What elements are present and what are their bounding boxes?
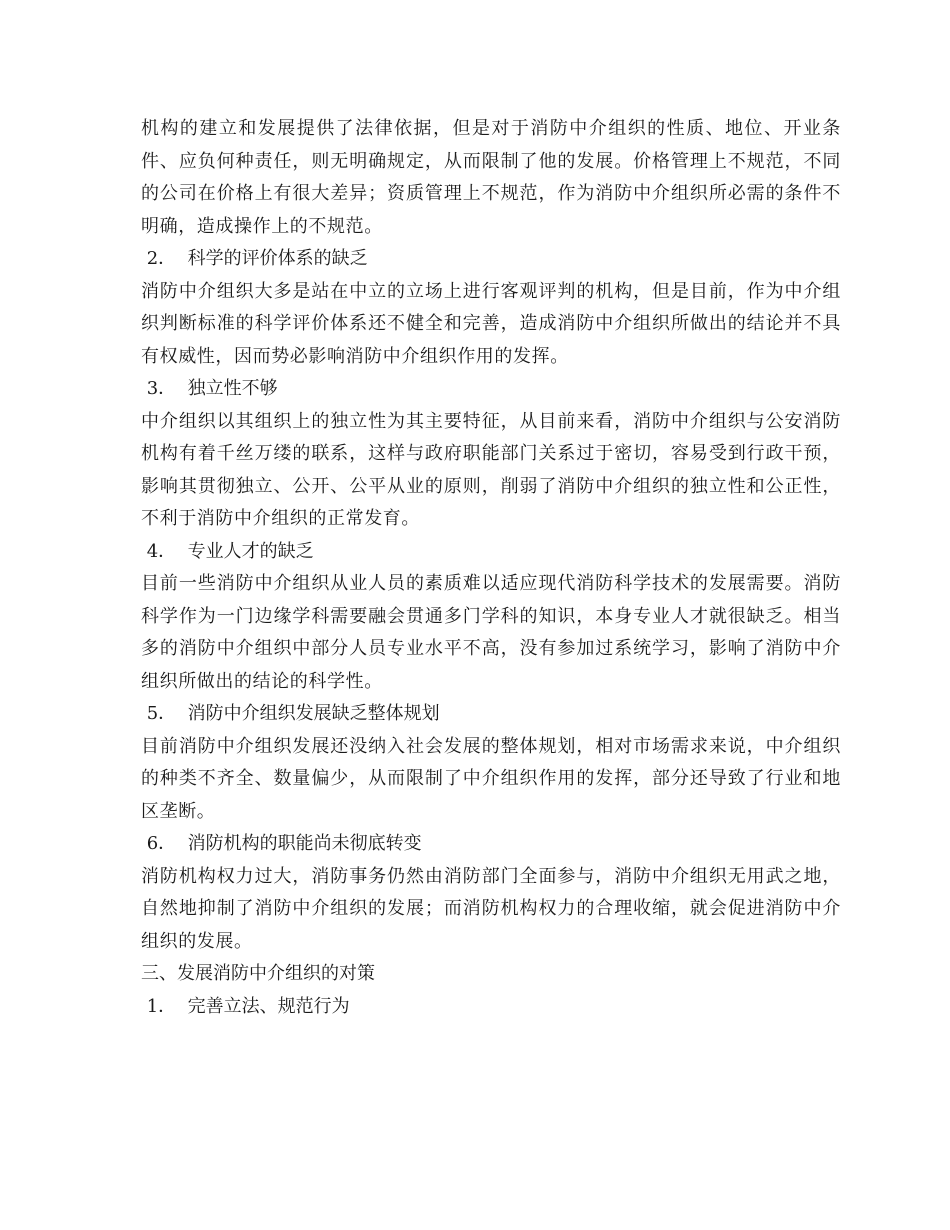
paragraph: 消防机构权力过大，消防事务仍然由消防部门全面参与，消防中介组织无用武之地，自然地抑制了消防中介组织的发展；而消防机构权力的合理收缩，就会促进消防中介组织的发展。 <box>141 865 841 952</box>
paragraph: 消防中介组织大多是站在中立的立场上进行客观评判的机构，但是目前，作为中介组织判断标准的科学评价体系还不健全和完善，造成消防中介组织所做出的结论并不具有权威性，因而势必影响消防中介组织作用的发挥。 <box>141 280 841 367</box>
section-heading: 4． 专业人才的缺乏 <box>141 540 314 562</box>
section-heading: 3． 独立性不够 <box>141 378 278 399</box>
paragraph: 机构的建立和发展提供了法律依据，但是对于消防中介组织的性质、地位、开业条件、应负何种责任，则无明确规定，从而限制了他的发展。价格管理上不规范，不同的公司在价格上有很大差异；资质管理上不规范，作为消防中介组织所必需的条件不明确，造成操作上的不规范。 <box>141 118 841 237</box>
paragraph: 中介组织以其组织上的独立性为其主要特征，从目前来看，消防中介组织与公安消防机构有着千丝万缕的联系，这样与政府职能部门关系过于密切，容易受到行政干预，影响其贯彻独立、公开、公平从业的原则，削弱了消防中介组织的独立性和公正性，不利于消防中介组织的正常发育。 <box>141 410 841 529</box>
section-heading: 5． 消防中介组织发展缺乏整体规划 <box>141 703 440 724</box>
section-heading: 1． 完善立法、规范行为 <box>141 995 350 1017</box>
paragraph: 目前一些消防中介组织从业人员的素质难以适应现代消防科学技术的发展需要。消防科学作为一门边缘学科需要融会贯通多门学科的知识，本身专业人才就很缺乏。相当多的消防中介组织中部分人员专业水平不高，没有参加过系统学习，影响了消防中介组织所做出的结论的科学性。 <box>141 573 841 692</box>
section-heading: 2． 科学的评价体系的缺乏 <box>141 248 368 269</box>
document-body <box>141 113 841 1023</box>
chapter-heading: 三、发展消防中介组织的对策 <box>141 963 375 984</box>
section-heading: 6． 消防机构的职能尚未彻底转变 <box>141 833 422 854</box>
paragraph: 目前消防中介组织发展还没纳入社会发展的整体规划，相对市场需求来说，中介组织的种类不齐全、数量偏少，从而限制了中介组织作用的发挥，部分还导致了行业和地区垄断。 <box>141 735 841 822</box>
